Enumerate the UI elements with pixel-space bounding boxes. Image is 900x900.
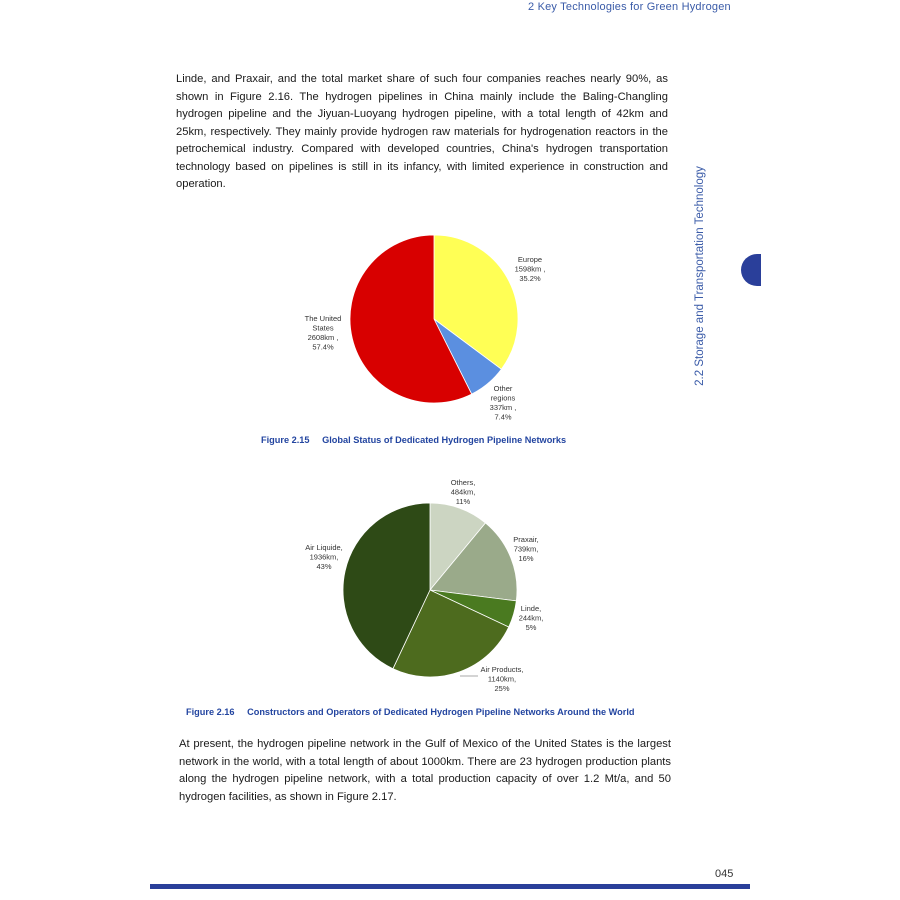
pie-label-line: Linde, (520, 604, 542, 613)
figure-2-16-title: Constructors and Operators of Dedicated Hydrogen Pipeline Networks Around the World (247, 707, 635, 717)
pie-label-line: 484km, (450, 487, 476, 497)
pie-label-line: 16% (518, 554, 534, 563)
pie-label-line: 1598km , (514, 264, 546, 274)
pie-label-line: 7.4% (494, 412, 512, 422)
pie-label-air-liquide (305, 543, 343, 571)
pie-label-praxair (513, 535, 538, 563)
pie-label-line: States (312, 323, 334, 333)
pie-label-line: regions (490, 393, 516, 403)
figure-2-16-caption (186, 707, 635, 717)
pie-label-line: 244km, (518, 613, 544, 623)
pie-label-line: 35.2% (519, 274, 541, 283)
pie-label-line: Praxair, (513, 535, 539, 544)
figure-2-15-title: Global Status of Dedicated Hydrogen Pipeline Networks (322, 435, 567, 445)
running-head: 2 Key Technologies for Green Hydrogen (528, 1, 731, 13)
pie-label-line: Air Products, (480, 665, 524, 674)
figure-2-16-number: Figure 2.16 (186, 707, 235, 717)
pie-label-line: 25% (494, 684, 510, 693)
pie-label-line: Europe (517, 255, 543, 264)
pie-label-air-products (481, 665, 524, 693)
pie-label-line: Others, (450, 478, 476, 487)
paragraph-2: At present, the hydrogen pipeline network in the Gulf of Mexico of the United States is the largest network in the world, with a total length of about 1000km. There are 23 hydrogen production plants along the hydrogen pipeline network, with a total production capacity of over 1.2 Mt/a, and 50 hydrogen facilities, as shown in Figure 2.17. (179, 738, 671, 803)
pie-label-line: Other (493, 384, 513, 393)
pie-label-line: 43% (316, 562, 332, 571)
paragraph-1: Linde, and Praxair, and the total market share of such four companies reaches nearly 90%, as shown in Figure 2.16. The hydrogen pipelines in China mainly include the Baling-Changling hydrogen pipeline and the Jiyuan-Luoyang hydrogen pipeline, with a total length of 42km and 25km, respectively. They mainly provide hydrogen raw materials for hydrogenation reactors in the petrochemical industry. Compared with developed countries, China's hydrogen transportation technology based on pipelines is still in its infancy, with limited experience in construction and operation. (176, 73, 668, 190)
side-section-text: 2.2 Storage and Transportation Technology (694, 166, 706, 386)
page-number: 045 (715, 868, 734, 880)
pie-label-others (451, 478, 476, 506)
pie-label-linde (519, 604, 544, 632)
pie-label-line: 337km , (489, 403, 517, 412)
footer-bar (150, 884, 750, 889)
figure-2-15-number: Figure 2.15 (261, 435, 310, 445)
pie-label-line: 739km, (513, 544, 539, 554)
pie-label-line: Air Liquide, (305, 543, 343, 552)
pie-label-line: 1140km, (487, 674, 517, 684)
pie-label-line: 1936km, (309, 552, 339, 562)
pie-label-line: 57.4% (312, 342, 334, 352)
figure-2-15-caption (261, 435, 566, 445)
pie-label-line: 2608km , (307, 333, 339, 342)
pie-label-line: 11% (455, 497, 471, 506)
pie-label-line: The United (304, 314, 342, 323)
pie-label-line: 5% (525, 623, 537, 632)
